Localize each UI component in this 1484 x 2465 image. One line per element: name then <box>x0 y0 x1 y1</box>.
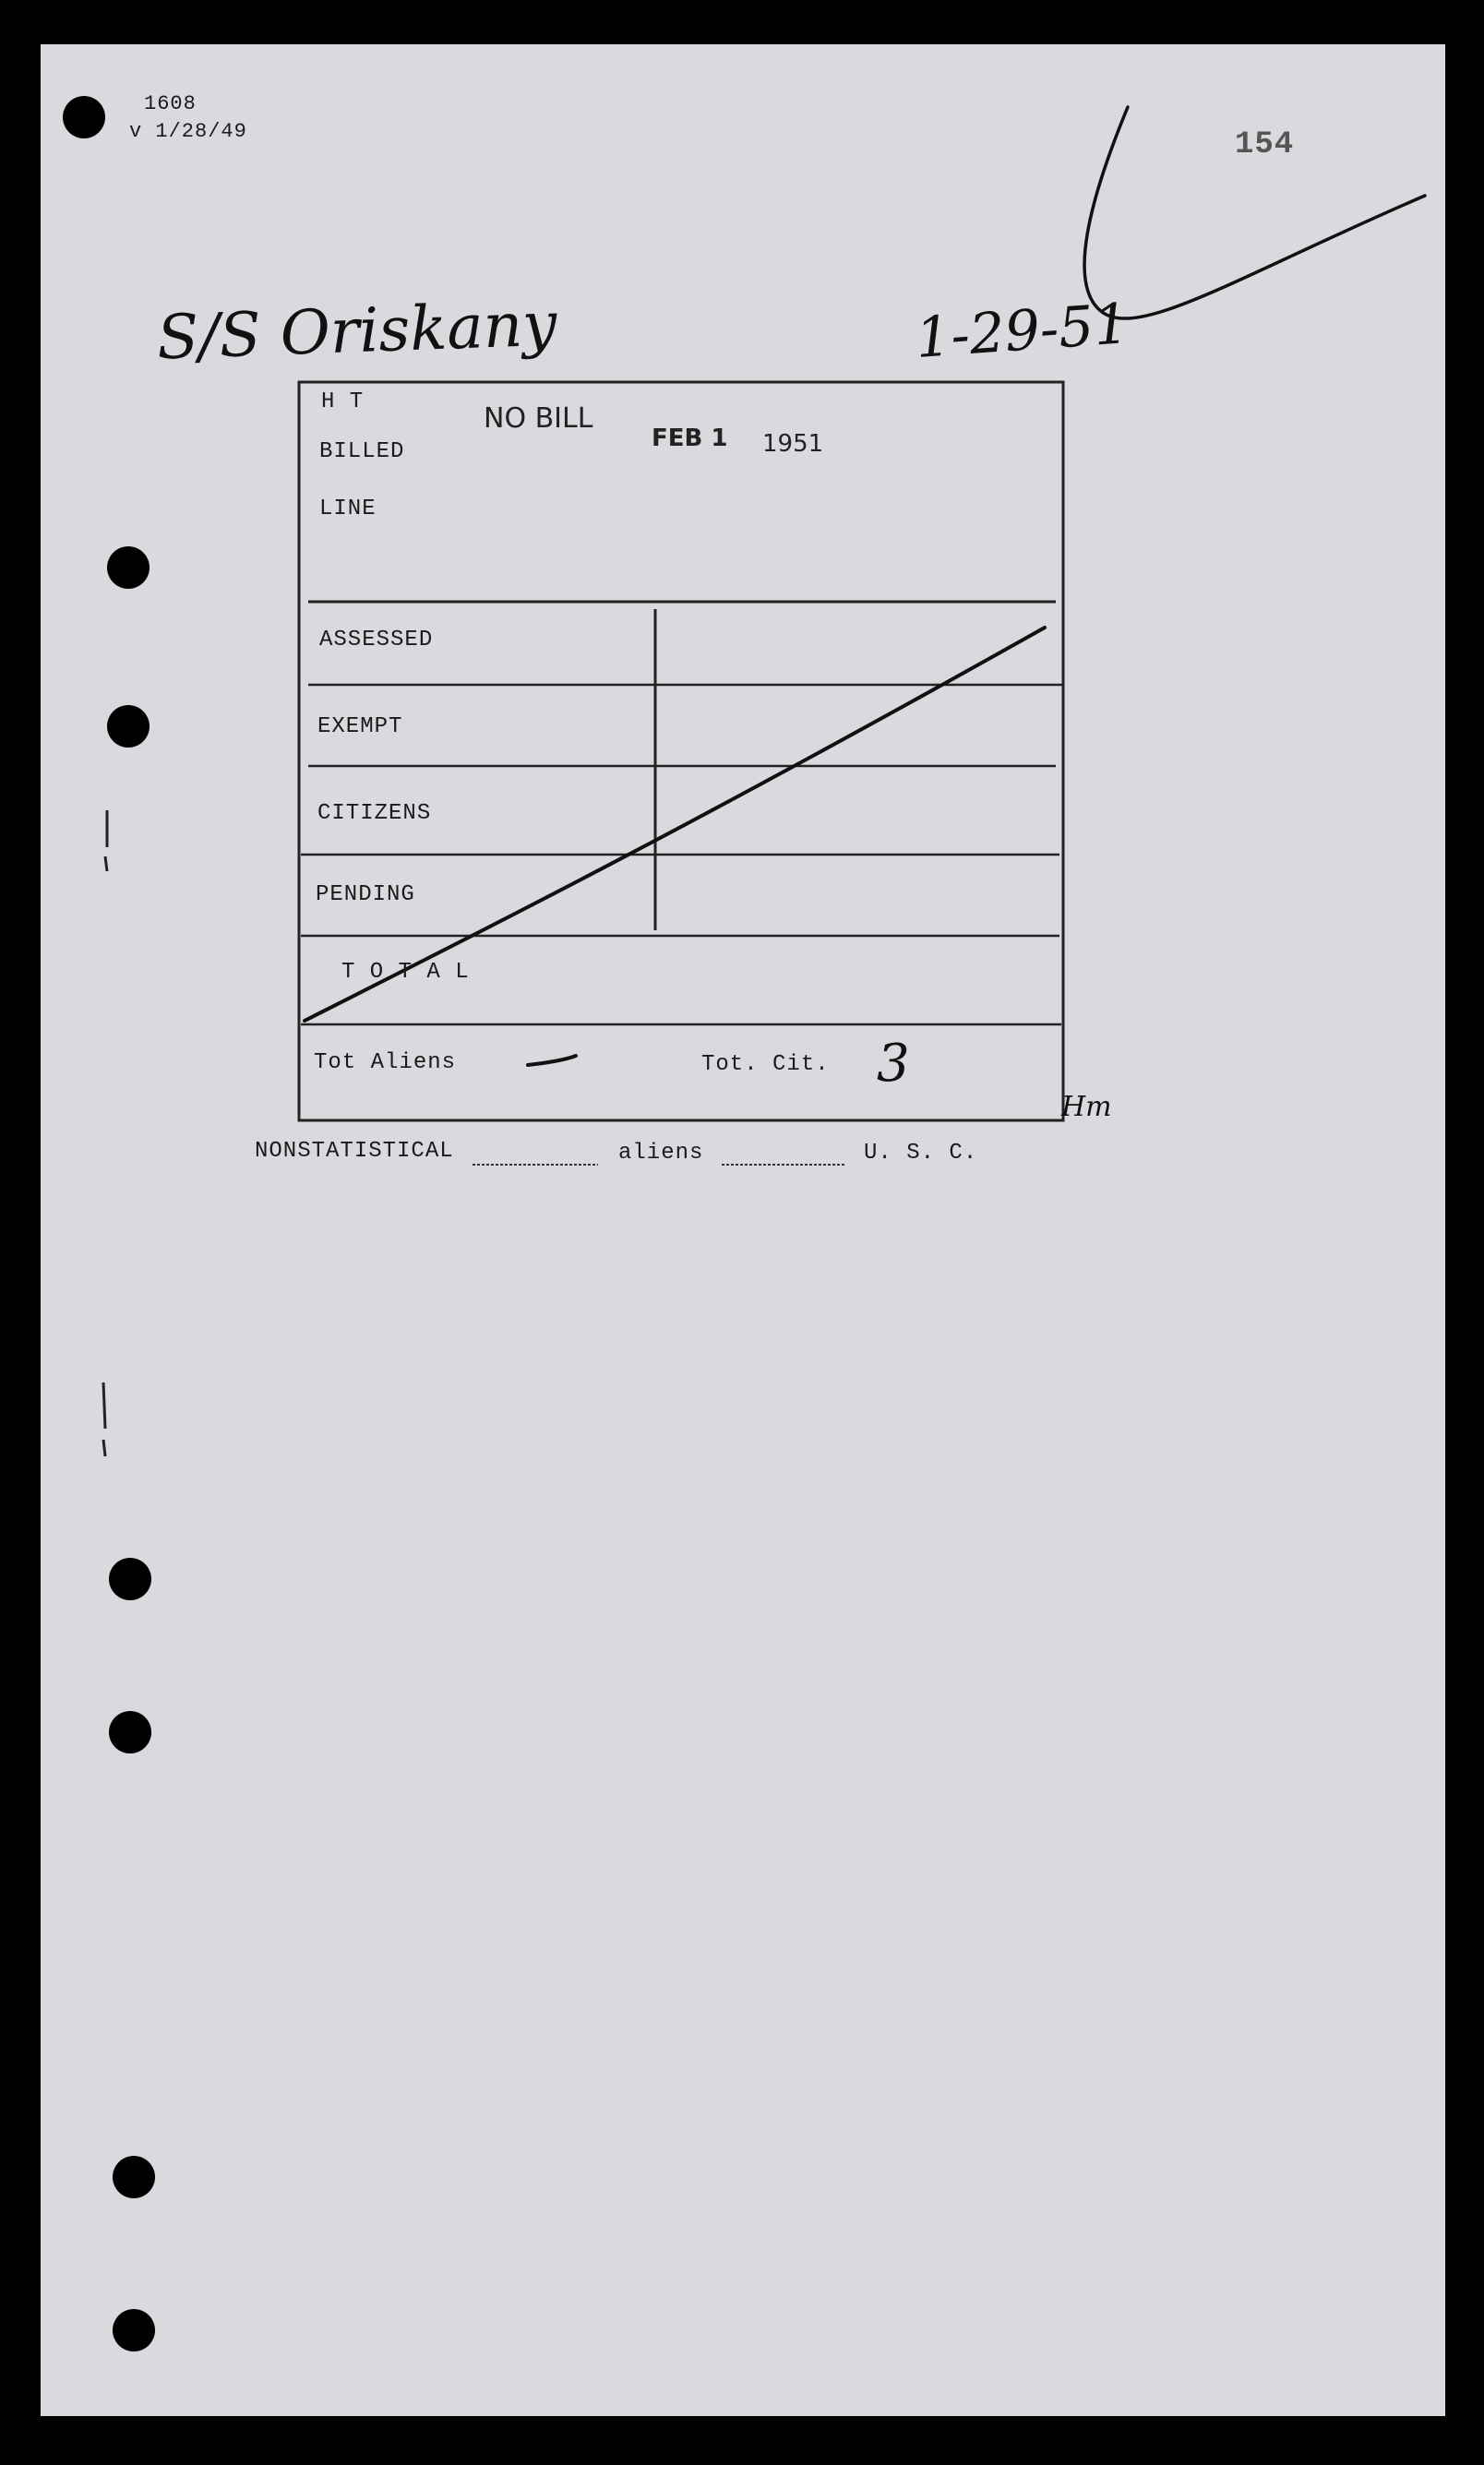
page-number: 154 <box>1235 127 1295 162</box>
punch-hole <box>107 705 150 748</box>
punch-hole <box>113 2156 155 2198</box>
tot-aliens-label: Tot Aliens <box>314 1050 457 1075</box>
no-bill-stamp: NO BILL <box>484 402 593 435</box>
total-label: T O T A L <box>341 960 470 985</box>
row-citizens-label: CITIZENS <box>317 801 432 826</box>
nonstatistical-label: NONSTATISTICAL <box>255 1139 454 1164</box>
tot-cit-value: 3 <box>877 1034 910 1094</box>
tot-cit-label: Tot. Cit. <box>701 1052 830 1077</box>
manifest-date: 1-29-51 <box>913 292 1131 371</box>
usc-label: U. S. C. <box>864 1141 978 1166</box>
clerk-initials: Hm <box>1061 1091 1112 1123</box>
punch-hole <box>109 1558 151 1600</box>
stamp-date-year: 1951 <box>762 430 824 458</box>
row-billed-label: BILLED <box>319 439 405 464</box>
vessel-name: S/S Oriskany <box>155 288 558 374</box>
row-exempt-label: EXEMPT <box>317 714 403 739</box>
punch-hole <box>109 1711 151 1753</box>
aliens-label: aliens <box>618 1141 704 1166</box>
form-revision: v 1/28/49 <box>129 120 247 143</box>
row-ht-label: H T <box>321 389 365 414</box>
form-number: 1608 <box>144 92 197 115</box>
document-page <box>41 44 1445 2416</box>
row-pending-label: PENDING <box>316 882 415 907</box>
stamp-date-month: FEB 1 <box>652 425 728 452</box>
punch-hole <box>63 96 105 138</box>
punch-hole <box>113 2309 155 2351</box>
form-box-lines <box>41 44 1445 2416</box>
row-assessed-label: ASSESSED <box>319 628 434 652</box>
row-line-label: LINE <box>319 497 377 521</box>
punch-hole <box>107 546 150 589</box>
